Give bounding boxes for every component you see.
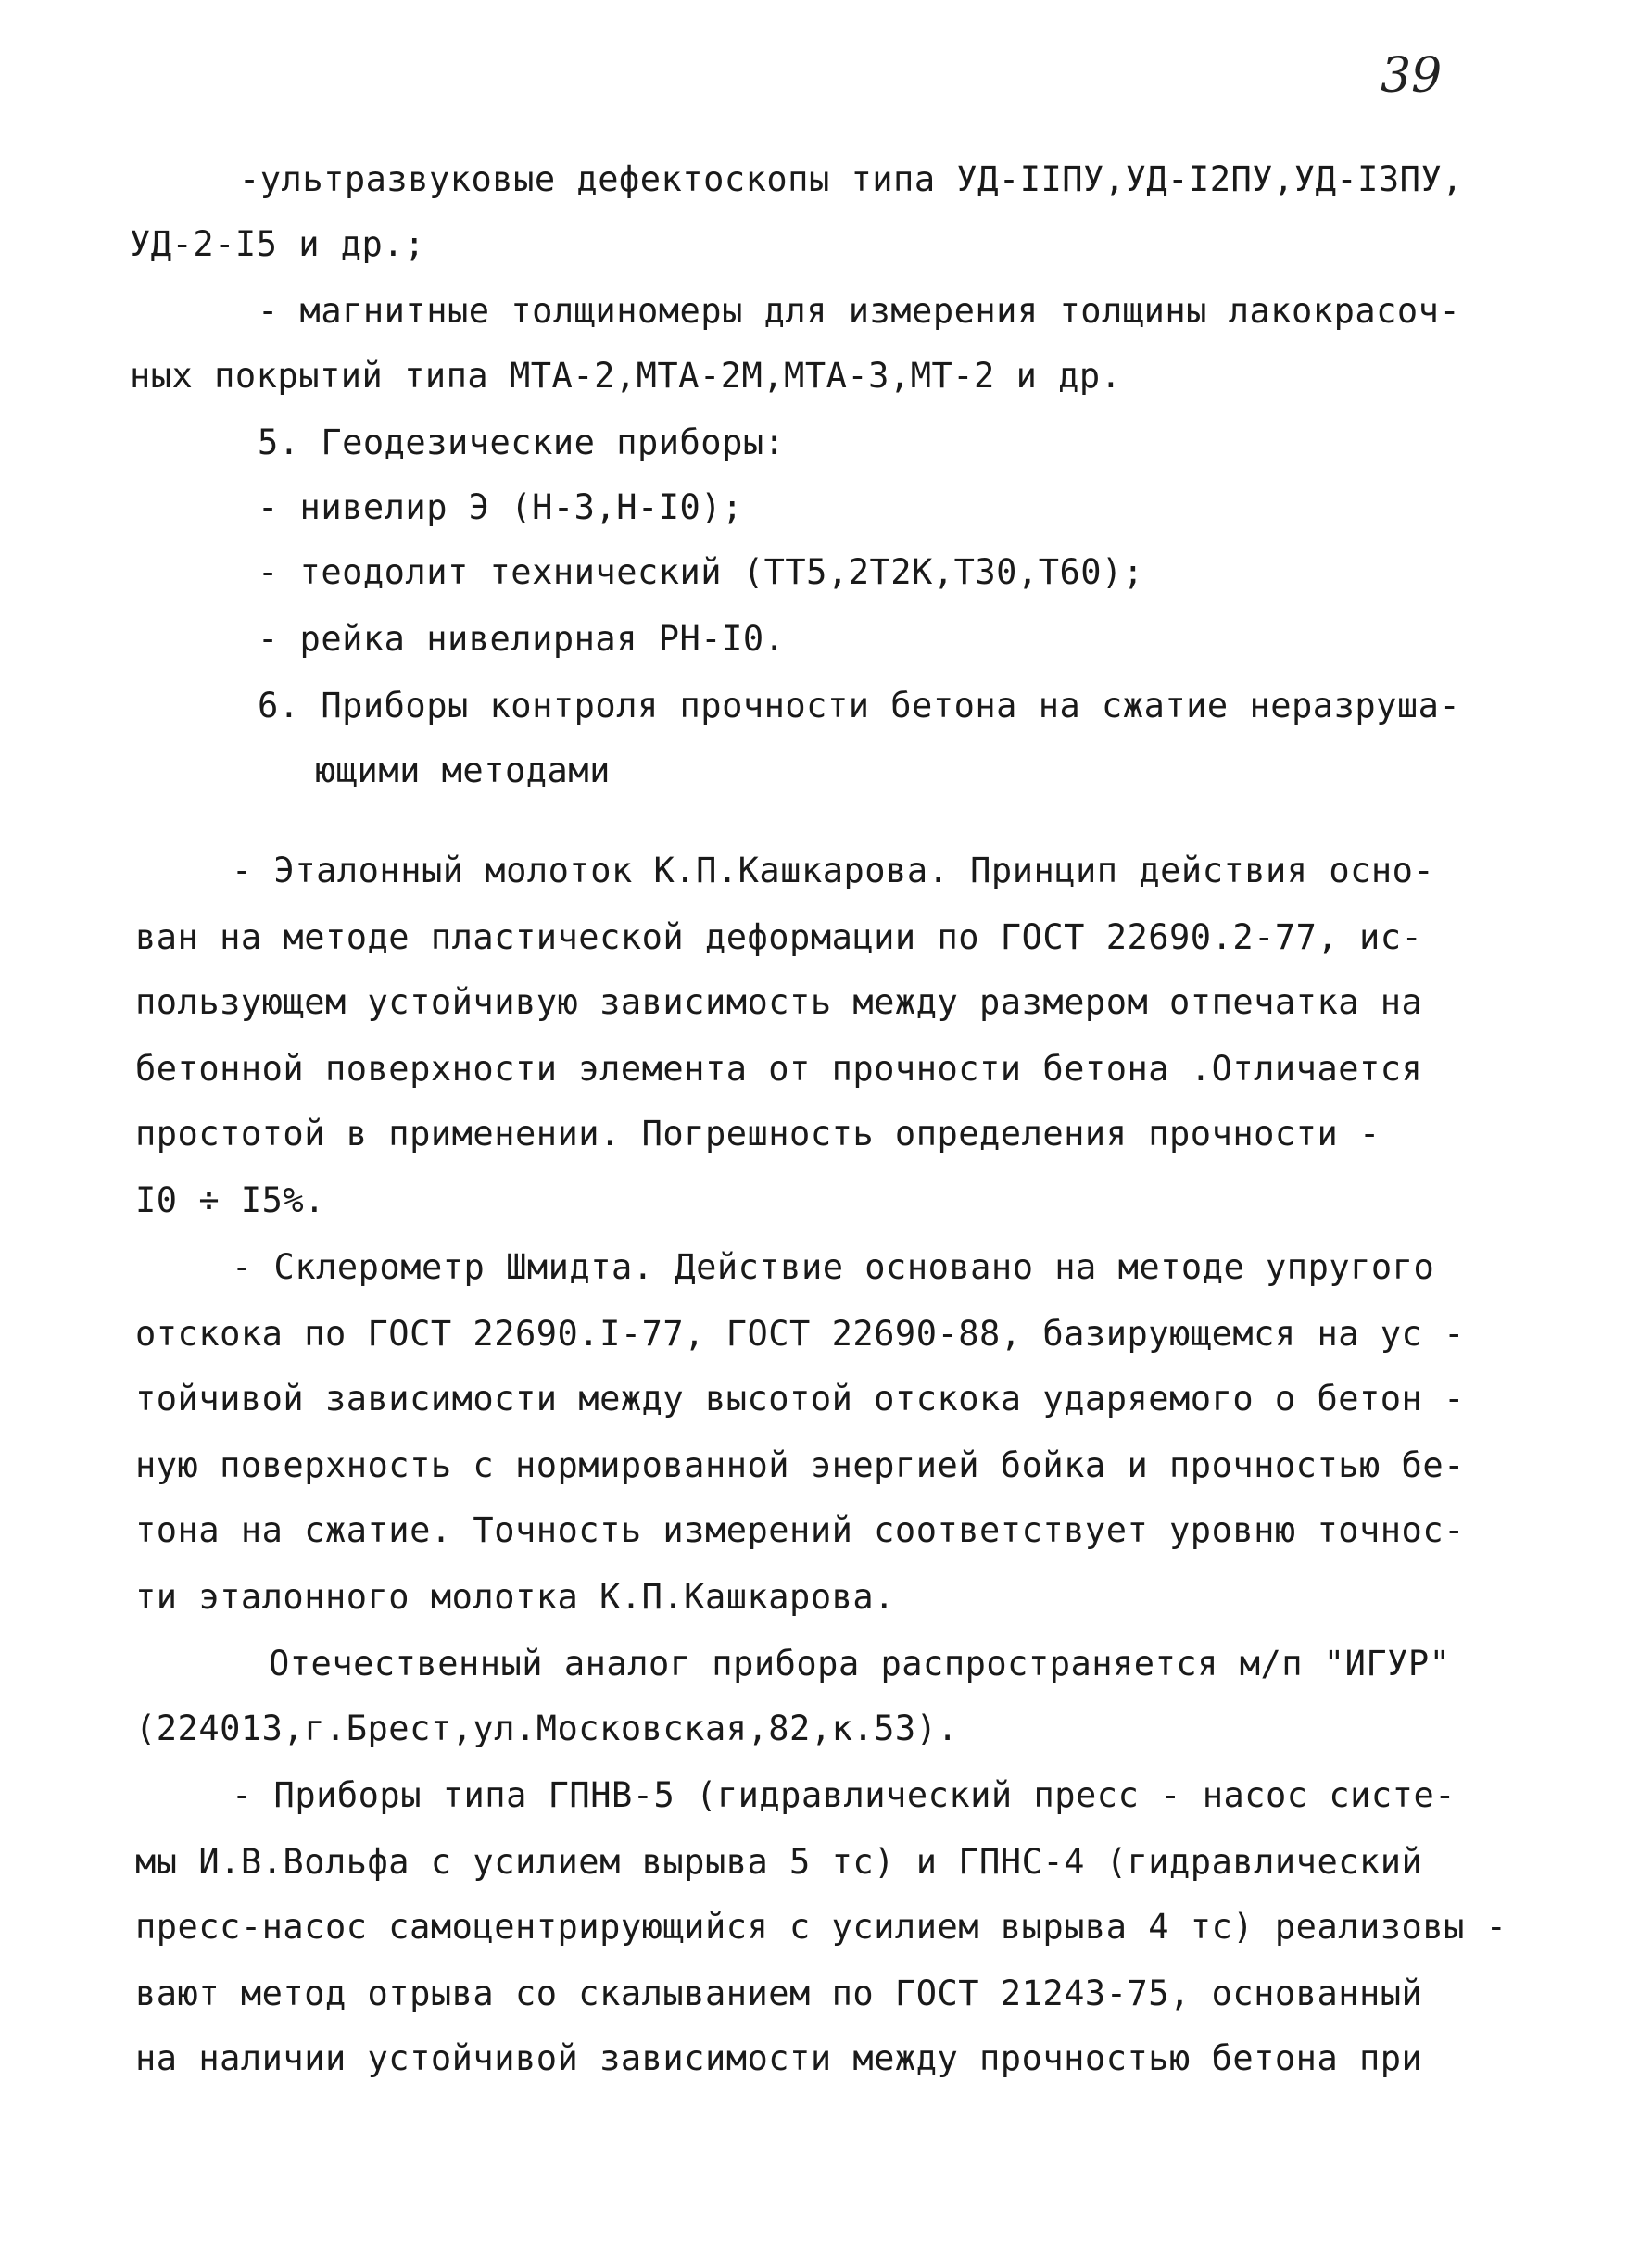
text-line: Отечественный аналог прибора распространяется м/п "ИГУР" xyxy=(269,1644,1451,1684)
text-line: (224013,г.Брест,ул.Московская,82,к.53). xyxy=(135,1709,959,1748)
text-line: отскока по ГОСТ 22690.I-77, ГОСТ 22690-88, базирующемся на ус - xyxy=(135,1314,1465,1354)
text-line: на наличии устойчивой зависимости между прочностью бетона при xyxy=(135,2038,1423,2078)
text-line: - Приборы типа ГПНВ-5 (гидравлический пресс - насос систе- xyxy=(232,1775,1457,1815)
text-line: - нивелир Э (Н-3,Н-I0); xyxy=(258,487,743,527)
text-line: ную поверхность с нормированной энергией бойка и прочностью бе- xyxy=(135,1445,1465,1485)
text-line: пользующем устойчивую зависимость между размером отпечатка на xyxy=(135,982,1423,1022)
text-line: - рейка нивелирная РН-I0. xyxy=(258,619,786,659)
text-line: - Эталонный молоток К.П.Кашкарова. Принцип действия осно- xyxy=(232,851,1435,890)
text-line: 5. Геодезические приборы: xyxy=(258,423,786,462)
text-line: мы И.В.Вольфа с усилием вырыва 5 тс) и ГПНС-4 (гидравлический xyxy=(135,1842,1423,1882)
text-line: - магнитные толщиномеры для измерения толщины лакокрасоч- xyxy=(258,291,1461,331)
text-line: бетонной поверхности элемента от прочности бетона .Отличается xyxy=(135,1049,1423,1089)
text-line: УД-2-I5 и др.; xyxy=(130,224,425,264)
text-line: тойчивой зависимости между высотой отскока ударяемого о бетон - xyxy=(135,1379,1465,1419)
text-line: I0 ÷ I5%. xyxy=(135,1180,325,1220)
page-number: 39 xyxy=(1381,48,1443,104)
text-line: - Склерометр Шмидта. Действие основано на методе упругого xyxy=(232,1247,1435,1287)
text-line: тона на сжатие. Точность измерений соответствует уровню точнос- xyxy=(135,1510,1465,1550)
text-line: 6. Приборы контроля прочности бетона на сжатие неразруша- xyxy=(258,686,1461,725)
text-line: -ультразвуковые дефектоскопы типа УД-IIПУ,УД-I2ПУ,УД-I3ПУ, xyxy=(239,159,1464,199)
text-line: ющими методами xyxy=(315,750,611,790)
text-line: ных покрытий типа МТА-2,МТА-2М,МТА-3,МТ-2 и др. xyxy=(130,356,1122,396)
text-line: - теодолит технический (ТТ5,2Т2К,Т30,Т60); xyxy=(258,552,1144,592)
text-line: ван на методе пластической деформации по ГОСТ 22690.2-77, ис- xyxy=(135,917,1423,957)
text-line: ти эталонного молотка К.П.Кашкарова. xyxy=(135,1577,895,1617)
text-line: пресс-насос самоцентрирующийся с усилием вырыва 4 тс) реализовы - xyxy=(135,1907,1507,1947)
text-line: простотой в применении. Погрешность определения прочности - xyxy=(135,1114,1381,1154)
text-line: вают метод отрыва со скалыванием по ГОСТ 21243-75, основанный xyxy=(135,1974,1423,2013)
